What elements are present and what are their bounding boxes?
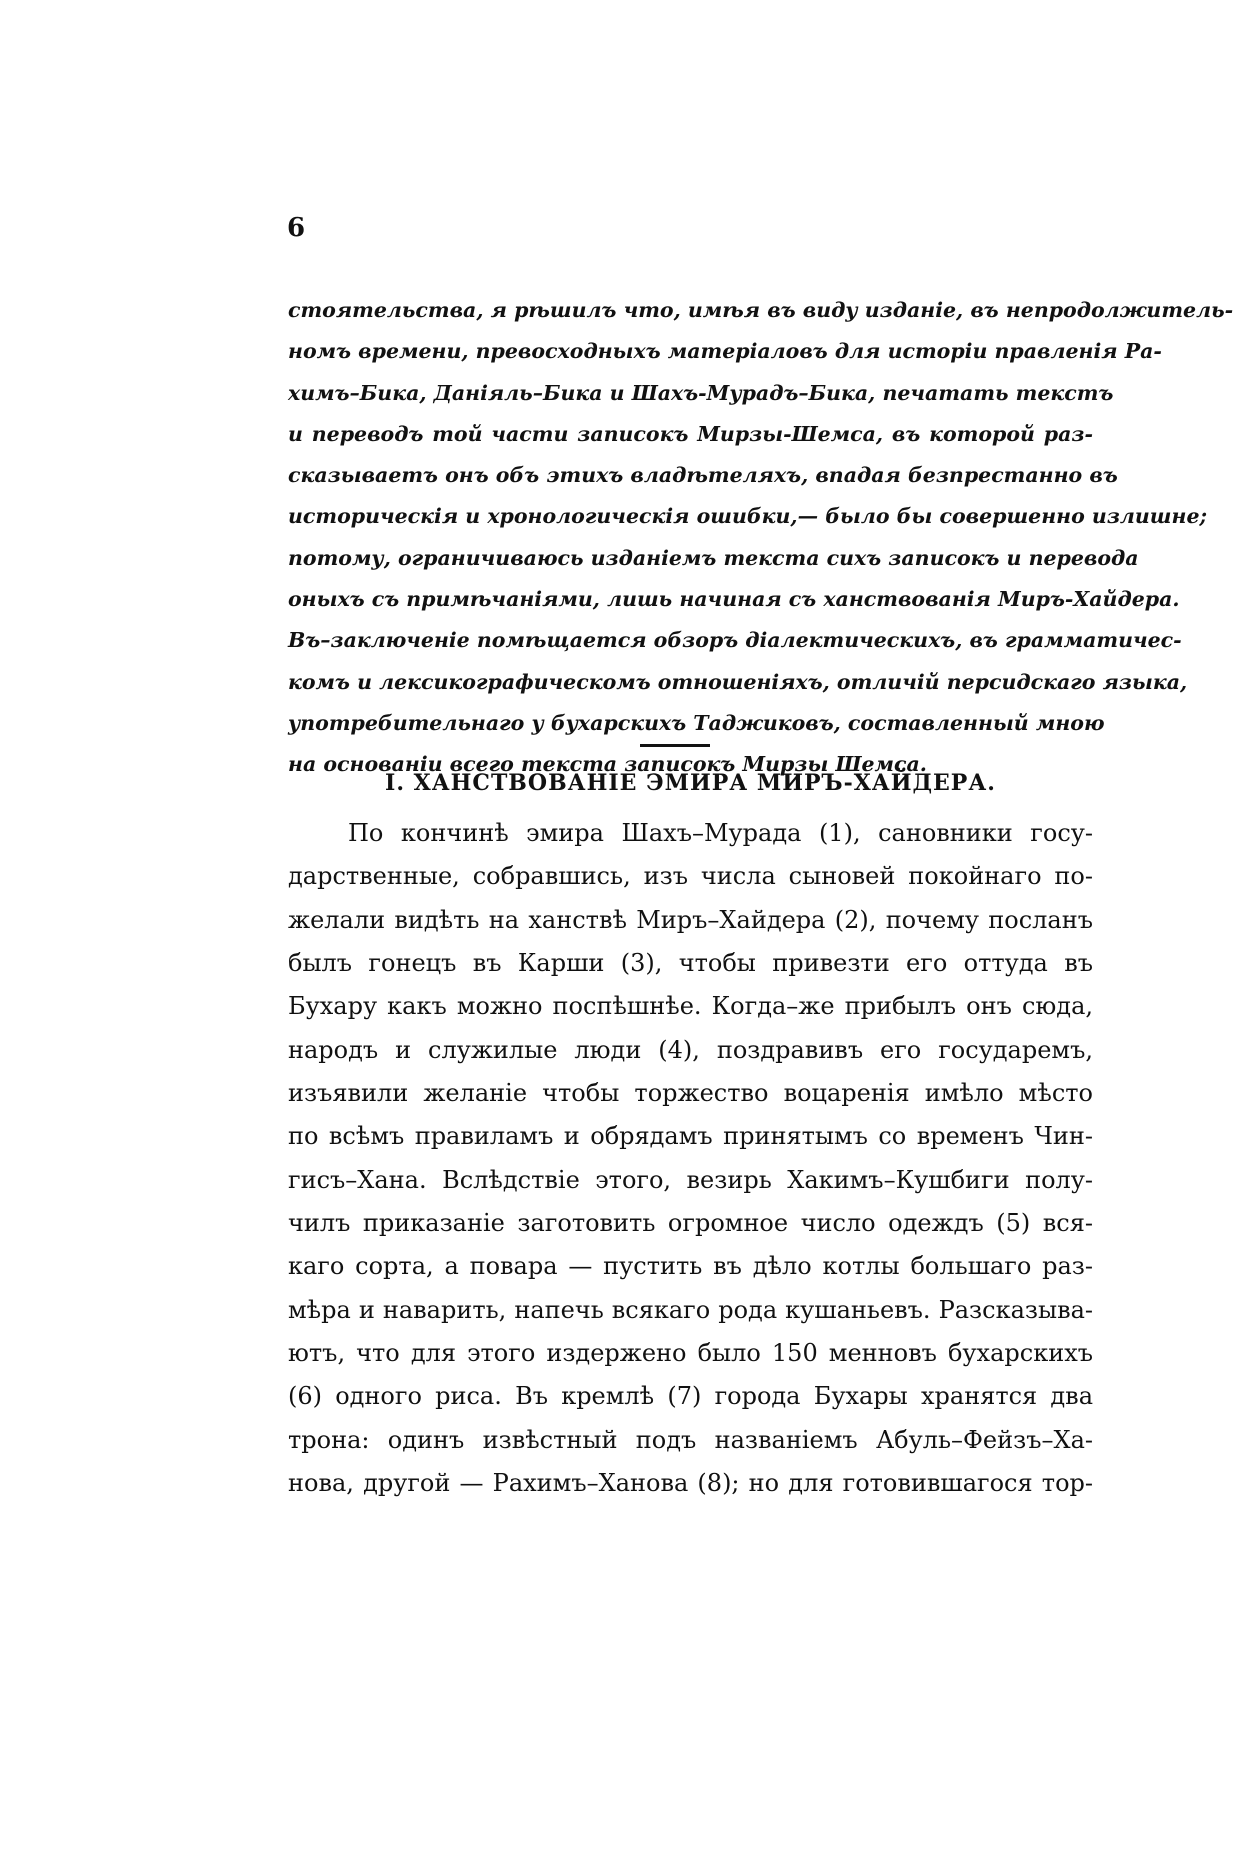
body-paragraph — [288, 812, 1093, 1506]
body-line: мѣра и наварить, напечь всякаго рода кушаньевъ. Разсказыва- — [288, 1295, 1093, 1324]
body-line: по всѣмъ правиламъ и обрядамъ принятымъ со временъ Чин- — [288, 1122, 1093, 1151]
intro-line: Въ–заключеніе помѣщается обзоръ діалектическихъ, въ грамматичес- — [288, 628, 1182, 653]
body-line: ютъ, что для этого издержено было 150 менновъ бухарскихъ — [288, 1339, 1093, 1368]
intro-line: и переводъ той части записокъ Мирзы-Шемса, въ которой раз- — [288, 421, 1093, 446]
intro-line: сказываетъ онъ объ этихъ владѣтеляхъ, впадая безпрестанно въ — [288, 463, 1118, 488]
body-line: чилъ приказаніе заготовить огромное число одеждъ (5) вся- — [288, 1209, 1093, 1238]
body-line: (6) одного риса. Въ кремлѣ (7) города Бухары хранятся два — [288, 1382, 1093, 1411]
intro-line: комъ и лексикографическомъ отношеніяхъ, отличій персидскаго языка, — [288, 669, 1188, 694]
intro-line: оныхъ съ примѣчаніями, лишь начиная съ ханствованія Миръ-Хайдера. — [288, 587, 1180, 612]
body-line: желали видѣть на ханствѣ Миръ–Хайдера (2), почему посланъ — [288, 905, 1093, 934]
body-line: Бухару какъ можно поспѣшнѣе. Когда–же прибылъ онъ сюда, — [288, 992, 1093, 1021]
section-separator — [640, 744, 710, 747]
page-number: 6 — [287, 213, 306, 243]
intro-line: номъ времени, превосходныхъ матеріаловъ для исторіи правленія Ра- — [288, 339, 1162, 364]
body-line: дарственные, собравшись, изъ числа сыновей покойнаго по- — [288, 862, 1093, 891]
body-line: народъ и служилые люди (4), поздравивъ его государемъ, — [288, 1035, 1093, 1064]
intro-line: историческія и хронологическія ошибки,— было бы совершенно излишне; — [288, 504, 1208, 529]
body-line: былъ гонецъ въ Карши (3), чтобы привезти его оттуда въ — [288, 949, 1093, 978]
intro-line: употребительнаго у бухарскихъ Таджиковъ, составленный мною — [288, 710, 1105, 735]
intro-line: потому, ограничиваюсь изданіемъ текста сихъ записокъ и перевода — [288, 545, 1139, 570]
intro-paragraph — [288, 290, 1233, 786]
intro-line: стоятельства, я рѣшилъ что, имѣя въ виду изданіе, въ непродолжитель- — [288, 298, 1233, 322]
section-title: I. ХАНСТВОВАНІЕ ЭМИРА МИРЪ-ХАЙДЕРА. — [385, 770, 996, 796]
body-line: нова, другой — Рахимъ–Ханова (8); но для готовившагося тор- — [288, 1469, 1093, 1498]
body-line: каго сорта, а повара — пустить въ дѣло котлы большаго раз- — [288, 1252, 1093, 1281]
body-line: трона: одинъ извѣстный подъ названіемъ Абуль–Фейзъ–Ха- — [288, 1425, 1093, 1454]
intro-line: на основаніи всего текста записокъ Мирзы Шемса. — [288, 752, 927, 777]
body-line: изъявили желаніе чтобы торжество воцаренія имѣло мѣсто — [288, 1079, 1093, 1108]
body-line: гисъ–Хана. Вслѣдствіе этого, везирь Хакимъ–Кушбиги полу- — [288, 1165, 1093, 1194]
body-line: По кончинѣ эмира Шахъ–Мурада (1), сановники госу- — [348, 819, 1093, 847]
intro-line: химъ–Бика, Даніяль–Бика и Шахъ-Мурадъ–Бика, печатать текстъ — [288, 380, 1114, 405]
